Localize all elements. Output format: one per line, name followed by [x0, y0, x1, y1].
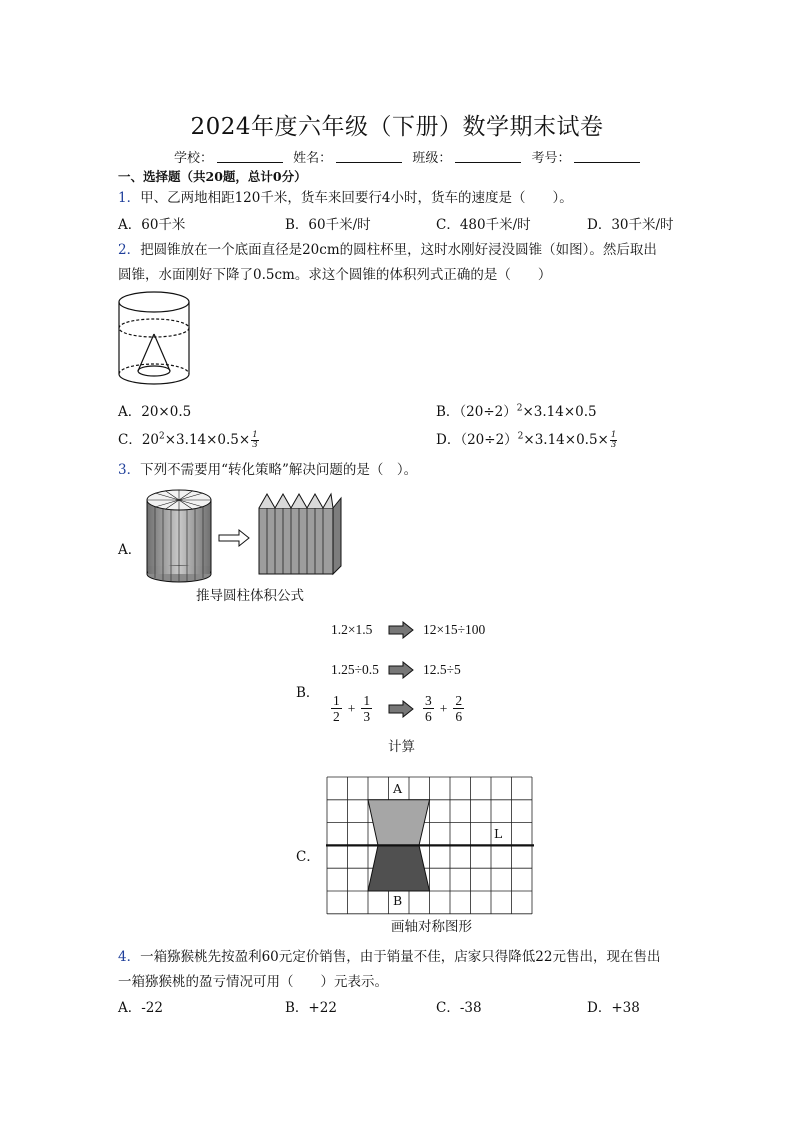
name-blank[interactable] — [336, 150, 402, 163]
arrow-right-icon — [219, 530, 249, 546]
class-blank[interactable] — [455, 150, 521, 163]
exam-no-label: 考号： — [531, 151, 571, 166]
question-1 — [118, 186, 573, 206]
fraction: $\frac{1}{3}$ — [363, 693, 371, 724]
q1-option-a[interactable]: A．60千米 — [118, 217, 186, 233]
q3-option-a-caption: 推导圆柱体积公式 — [196, 588, 304, 604]
fraction-one-third: $\frac{1}{3}$ — [252, 430, 258, 450]
calc-caption: 计算 — [388, 739, 415, 755]
calc-row-1-left: 1.2×1.5 — [331, 622, 373, 637]
question-3 — [118, 458, 417, 478]
q2-option-b[interactable]: B．$(20\div 2)^2\times 3.14\times 0.5$ — [436, 403, 597, 420]
lower-trapezoid — [368, 845, 430, 891]
cylinder-transform-figure — [143, 486, 343, 584]
cylinder-cone-figure — [116, 288, 196, 392]
q4-option-b[interactable]: B．+22 — [285, 1000, 337, 1016]
q2-option-a[interactable]: A．20×0.5 — [118, 404, 192, 420]
question-4-line2: 一箱猕猴桃的盈亏情况可用（ ）元表示。 — [118, 974, 388, 990]
class-label: 班级： — [412, 151, 452, 166]
question-number: 4． — [118, 949, 141, 965]
q4-option-a[interactable]: A．-22 — [118, 1000, 163, 1016]
fraction-one-third: $\frac{1}{3}$ — [610, 430, 617, 450]
q3-option-b-label[interactable]: B． — [296, 685, 320, 701]
student-info-line — [174, 147, 646, 166]
q4-option-d[interactable]: D．+38 — [587, 1000, 640, 1016]
q3-option-a-label[interactable]: A． — [118, 542, 142, 558]
school-blank[interactable] — [217, 150, 283, 163]
cone-side — [138, 334, 154, 371]
question-2 — [118, 238, 657, 258]
grid-caption: 画轴对称图形 — [391, 919, 472, 935]
upper-trapezoid — [368, 800, 430, 846]
cuboid-icon — [259, 494, 341, 574]
cylinder-icon — [147, 490, 211, 582]
exam-no-blank[interactable] — [574, 150, 640, 163]
question-2-line2: 圆锥，水面刚好下降了0.5cm。求这个圆锥的体积列式正确的是（ ） — [118, 267, 552, 283]
cylinder-top — [119, 292, 189, 312]
q2-option-c[interactable]: C．$20^2\times 3.14\times 0.5\times$ $\frac{1}{3}$ — [118, 430, 258, 450]
school-label: 学校： — [174, 151, 214, 166]
question-text: 下列不需要用“转化策略”解决问题的是（ ）。 — [140, 462, 418, 478]
grid-label-l: L — [494, 826, 503, 841]
name-label: 姓名： — [293, 151, 333, 166]
section-heading: 一、选择题（共20题，总计0分） — [118, 169, 307, 184]
grid-label-b: B — [393, 893, 403, 908]
arrow-right-icon — [387, 700, 415, 718]
q4-option-c[interactable]: C．-38 — [436, 1000, 482, 1016]
q1-option-b[interactable]: B．60千米/时 — [285, 217, 371, 233]
calc-row-2-right: 12.5÷5 — [423, 662, 461, 677]
cone-base — [138, 366, 170, 376]
q3-option-c-label[interactable]: C． — [296, 849, 320, 865]
question-4 — [118, 945, 660, 965]
grid-label-a: A — [393, 781, 403, 796]
question-text: 甲、乙两地相距120千米，货车来回要行4小时，货车的速度是（ ）。 — [140, 190, 573, 206]
exam-title: 2024年度六年级（下册）数学期末试卷 — [190, 114, 604, 140]
calc-row-3-right: 3 6 + $\frac{2}{6}$ — [425, 693, 463, 724]
question-number: 3． — [118, 462, 141, 478]
calc-row-3: 1 2 + $\frac{1}{3}$ — [333, 693, 371, 724]
question-number: 2． — [118, 242, 141, 258]
calc-row-1-right: 12×15÷100 — [423, 622, 486, 637]
fraction: 1 2 — [333, 693, 340, 724]
fraction: 3 6 — [425, 693, 432, 724]
question-text-line1: 把圆锥放在一个底面直径是20cm的圆柱杯里，这时水刚好浸没圆锥（如图）。然后取出 — [140, 242, 657, 258]
q1-option-c[interactable]: C．480千米/时 — [436, 217, 531, 233]
arrow-right-icon — [387, 661, 415, 679]
question-number: 1． — [118, 190, 141, 206]
fraction: $\frac{2}{6}$ — [455, 693, 463, 724]
q2-option-d[interactable]: D．$(20\div 2)^2\times 3.14\times 0.5\times$ $\frac{1}{3}$ — [436, 430, 617, 450]
question-text-line1: 一箱猕猴桃先按盈利60元定价销售，由于销量不佳，店家只得降低22元售出，现在售出 — [140, 949, 661, 965]
calc-row-2-left: 1.25÷0.5 — [331, 662, 379, 677]
arrow-right-icon — [387, 621, 415, 639]
symmetry-grid-figure — [326, 776, 534, 915]
q1-option-d[interactable]: D．30千米/时 — [587, 217, 674, 233]
